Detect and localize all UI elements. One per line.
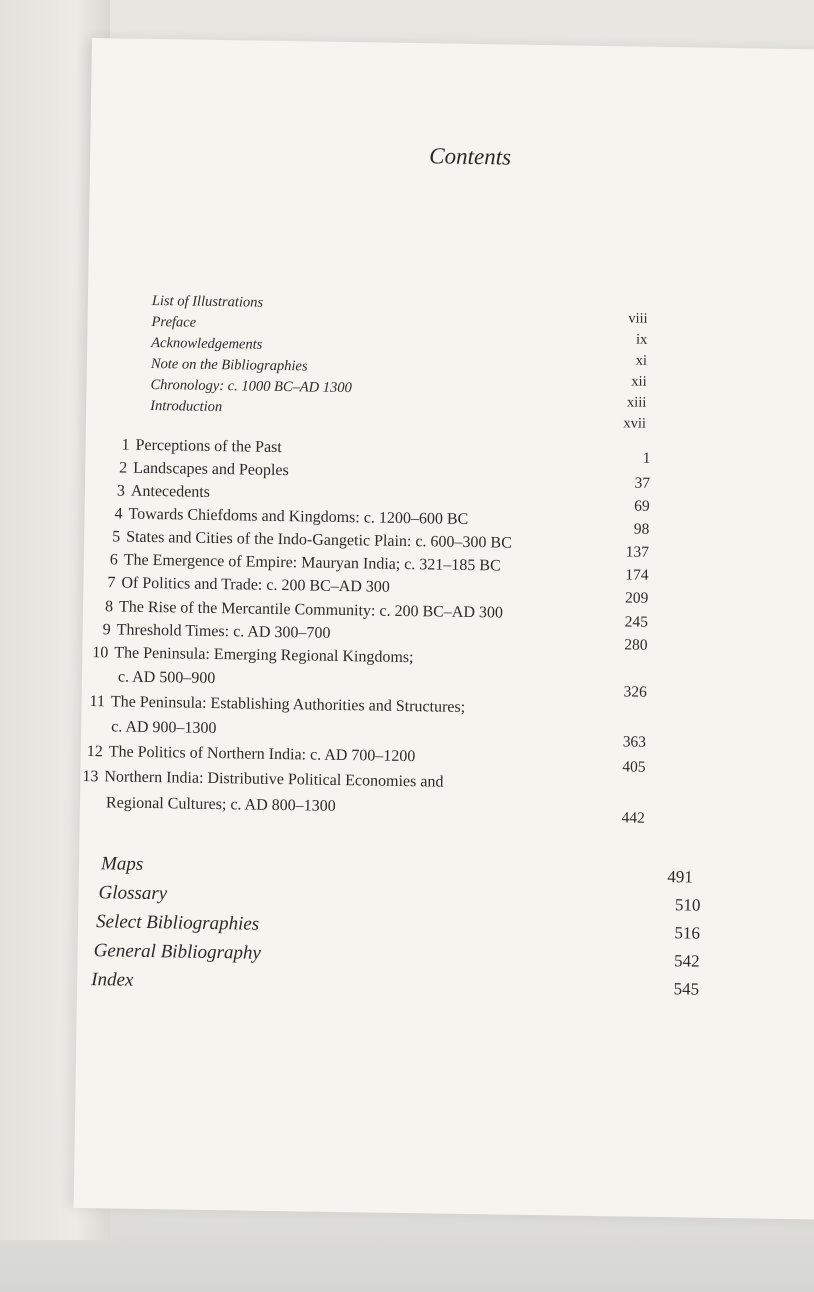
chapter-number: 3 bbox=[116, 482, 126, 500]
front-matter-item: Acknowledgements bbox=[151, 334, 263, 353]
chapter-entry bbox=[87, 743, 416, 766]
chapter-number: 2 bbox=[119, 459, 128, 477]
back-matter-item: Index bbox=[91, 969, 134, 991]
chapter-entry bbox=[105, 598, 503, 622]
front-matter-item: Introduction bbox=[150, 397, 223, 416]
chapter-page: 442 bbox=[621, 809, 645, 827]
chapter-title: The Emergence of Empire: Mauryan India; c. 321–185 BC bbox=[123, 551, 501, 575]
chapter-number: 5 bbox=[112, 528, 121, 546]
back-matter-page: 545 bbox=[673, 979, 700, 999]
chapter-page: 69 bbox=[634, 497, 650, 515]
chapter-entry bbox=[119, 459, 289, 480]
front-matter-item: List of Illustrations bbox=[151, 292, 264, 311]
chapter-title-continued: c. AD 900–1300 bbox=[111, 718, 217, 738]
chapter-entry bbox=[121, 437, 281, 458]
chapter-page: 174 bbox=[625, 566, 649, 584]
chapter-title: The Peninsula: Establishing Authorities and Structures; bbox=[110, 693, 466, 716]
front-matter-item: Preface bbox=[151, 313, 197, 331]
back-matter-page: 491 bbox=[667, 867, 694, 887]
front-matter-page: xi bbox=[635, 352, 648, 369]
front-matter-page: xvii bbox=[623, 415, 647, 432]
chapter-title: Landscapes and Peoples bbox=[133, 459, 289, 480]
chapter-title: Perceptions of the Past bbox=[135, 436, 282, 457]
back-matter-page: 516 bbox=[674, 923, 701, 943]
back-matter-item: Maps bbox=[100, 853, 144, 875]
chapter-entry bbox=[89, 693, 465, 717]
chapter-title: The Peninsula: Emerging Regional Kingdoms; bbox=[114, 644, 414, 667]
chapter-entry bbox=[82, 768, 443, 792]
chapter-entry bbox=[110, 551, 501, 575]
front-matter-page: xii bbox=[631, 373, 647, 390]
chapter-entry bbox=[117, 482, 210, 501]
chapter-page: 209 bbox=[624, 589, 649, 607]
chapter-title-continued: Regional Cultures; c. AD 800–1300 bbox=[105, 794, 336, 815]
back-matter-item: Glossary bbox=[98, 882, 168, 905]
chapter-number: 12 bbox=[86, 743, 103, 761]
chapter-title: The Politics of Northern India: c. AD 700–1200 bbox=[108, 743, 416, 766]
chapter-page: 363 bbox=[622, 733, 647, 751]
chapter-title: Antecedents bbox=[130, 482, 211, 501]
back-matter-page: 510 bbox=[674, 895, 701, 915]
contents-page bbox=[74, 38, 814, 1220]
chapter-number: 6 bbox=[109, 551, 118, 569]
back-matter-item: Select Bibliographies bbox=[95, 911, 260, 935]
chapter-page: 280 bbox=[624, 636, 648, 654]
chapter-entry bbox=[103, 621, 331, 643]
chapter-entry bbox=[112, 528, 512, 552]
page-title: Contents bbox=[429, 143, 512, 170]
front-matter-page: ix bbox=[635, 331, 648, 348]
front-matter-page: xiii bbox=[626, 394, 647, 411]
chapter-title: Towards Chiefdoms and Kingdoms: c. 1200–600 BC bbox=[128, 505, 469, 528]
front-matter-item: Note on the Bibliographies bbox=[150, 355, 308, 375]
chapter-title: Of Politics and Trade: c. 200 BC–AD 300 bbox=[121, 574, 390, 596]
chapter-number: 11 bbox=[89, 693, 106, 711]
chapter-title: Threshold Times: c. AD 300–700 bbox=[116, 621, 331, 642]
chapter-number: 9 bbox=[102, 621, 111, 639]
chapter-page: 245 bbox=[624, 613, 649, 631]
chapter-number: 7 bbox=[107, 574, 116, 592]
front-matter-page: viii bbox=[628, 310, 648, 327]
chapter-title-continued: c. AD 500–900 bbox=[117, 668, 216, 688]
chapter-number: 13 bbox=[82, 767, 99, 786]
chapter-page: 137 bbox=[625, 543, 650, 561]
front-matter-item: Chronology: c. 1000 BC–AD 1300 bbox=[150, 376, 352, 397]
chapter-title: The Rise of the Mercantile Community: c. 200 BC–AD 300 bbox=[118, 598, 504, 622]
chapter-number: 4 bbox=[114, 505, 123, 523]
chapter-number: 10 bbox=[92, 644, 109, 662]
chapter-page: 405 bbox=[622, 758, 646, 776]
chapter-entry bbox=[92, 644, 413, 667]
back-matter-item: General Bibliography bbox=[93, 940, 262, 964]
back-matter-page: 542 bbox=[673, 951, 700, 971]
chapter-page: 326 bbox=[623, 683, 647, 701]
chapter-entry bbox=[114, 505, 468, 529]
chapter-number: 1 bbox=[121, 436, 130, 454]
chapter-page: 1 bbox=[642, 449, 651, 467]
chapter-page: 98 bbox=[633, 520, 650, 538]
chapter-entry bbox=[107, 574, 390, 596]
chapter-page: 37 bbox=[634, 474, 651, 492]
chapter-number: 8 bbox=[104, 598, 114, 616]
chapter-title: States and Cities of the Indo-Gangetic Plain: c. 600–300 BC bbox=[126, 528, 512, 552]
chapter-title: Northern India: Distributive Political Economies and bbox=[104, 768, 444, 791]
